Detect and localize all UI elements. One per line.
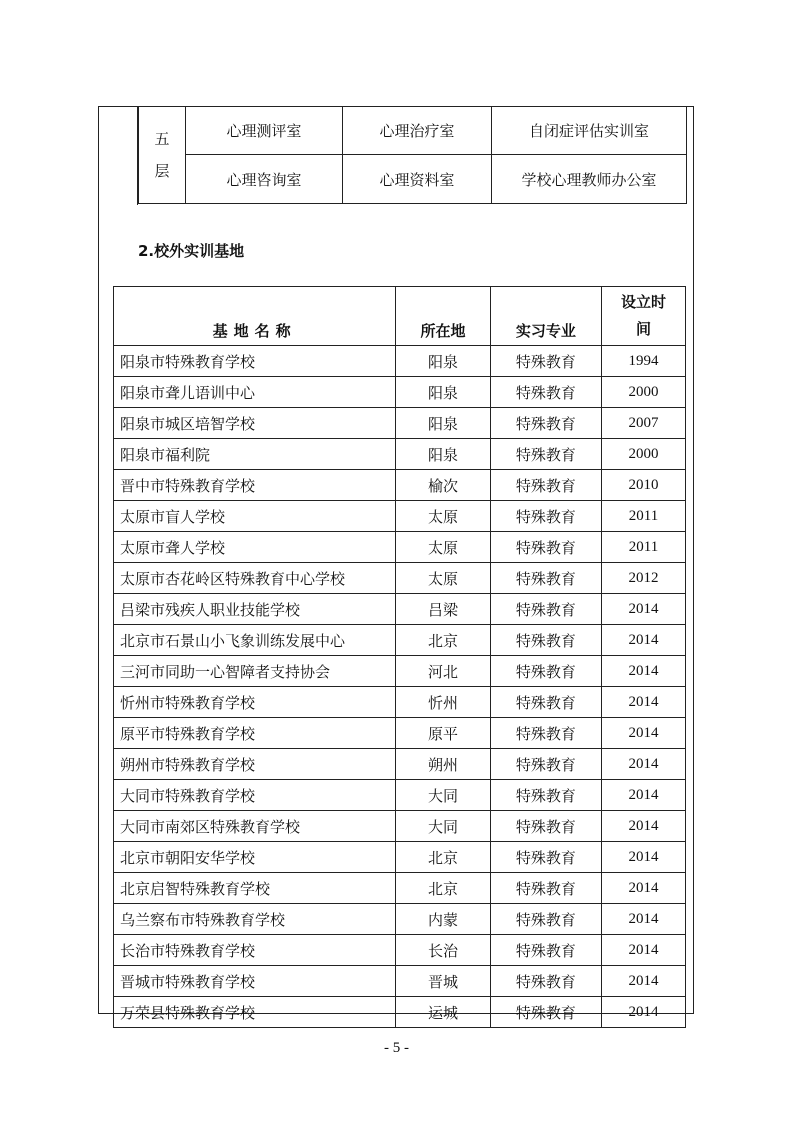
cell-year: 2011 (601, 501, 685, 532)
cell-major: 特殊教育 (490, 687, 601, 718)
cell-major: 特殊教育 (490, 501, 601, 532)
cell-major: 特殊教育 (490, 935, 601, 966)
cell-year: 2014 (601, 749, 685, 780)
table-row (114, 377, 686, 408)
cell-name: 北京市朝阳安华学校 (114, 842, 396, 873)
cell-location: 榆次 (396, 470, 491, 501)
cell-name: 三河市同助一心智障者支持协会 (114, 656, 396, 687)
room-cell: 心理治疗室 (343, 106, 492, 155)
cell-location: 运城 (396, 997, 491, 1028)
table-row (114, 408, 686, 439)
cell-major: 特殊教育 (490, 563, 601, 594)
cell-name: 阳泉市城区培智学校 (114, 408, 396, 439)
cell-location: 太原 (396, 532, 491, 563)
cell-name: 长治市特殊教育学校 (114, 935, 396, 966)
cell-location: 长治 (396, 935, 491, 966)
cell-major: 特殊教育 (490, 811, 601, 842)
header-year (601, 287, 685, 346)
cell-location: 太原 (396, 563, 491, 594)
room-cell: 心理资料室 (343, 155, 492, 204)
cell-major: 特殊教育 (490, 346, 601, 377)
cell-location: 北京 (396, 842, 491, 873)
cell-major: 特殊教育 (490, 749, 601, 780)
floor-label: 五层 (154, 129, 170, 180)
cell-year: 2000 (601, 377, 685, 408)
cell-year: 2014 (601, 687, 685, 718)
table-row (114, 439, 686, 470)
table-row (114, 656, 686, 687)
cell-location: 北京 (396, 873, 491, 904)
header-location: 所在地 (396, 287, 491, 346)
table-row (114, 749, 686, 780)
cell-location: 太原 (396, 501, 491, 532)
cell-location: 忻州 (396, 687, 491, 718)
cell-major: 特殊教育 (490, 904, 601, 935)
cell-location: 原平 (396, 718, 491, 749)
section-heading: 2.校外实训基地 (138, 242, 245, 260)
cell-year: 2010 (601, 470, 685, 501)
table-row (114, 780, 686, 811)
cell-name: 北京启智特殊教育学校 (114, 873, 396, 904)
header-year-line1: 设立时 (620, 293, 666, 311)
cell-location: 大同 (396, 780, 491, 811)
cell-year: 2014 (601, 997, 685, 1028)
cell-location: 内蒙 (396, 904, 491, 935)
room-table (138, 106, 687, 204)
cell-year: 2014 (601, 842, 685, 873)
cell-major: 特殊教育 (490, 439, 601, 470)
cell-major: 特殊教育 (490, 470, 601, 501)
left-stub-column (98, 106, 138, 205)
cell-major: 特殊教育 (490, 532, 601, 563)
table-row (114, 501, 686, 532)
table-row (114, 625, 686, 656)
table-header-row (114, 287, 686, 346)
room-cell: 心理测评室 (186, 106, 343, 155)
cell-name: 大同市特殊教育学校 (114, 780, 396, 811)
header-name: 基地名称 (114, 287, 396, 346)
cell-major: 特殊教育 (490, 625, 601, 656)
cell-year: 2014 (601, 718, 685, 749)
cell-major: 特殊教育 (490, 780, 601, 811)
cell-major: 特殊教育 (490, 377, 601, 408)
table-row (114, 718, 686, 749)
cell-major: 特殊教育 (490, 718, 601, 749)
cell-major: 特殊教育 (490, 656, 601, 687)
room-cell: 学校心理教师办公室 (492, 155, 687, 204)
cell-year: 2014 (601, 811, 685, 842)
cell-year: 1994 (601, 346, 685, 377)
table-row (114, 966, 686, 997)
cell-name: 晋中市特殊教育学校 (114, 470, 396, 501)
cell-name: 忻州市特殊教育学校 (114, 687, 396, 718)
table-row (114, 687, 686, 718)
cell-location: 阳泉 (396, 408, 491, 439)
page-number: - 5 - (384, 1040, 409, 1056)
cell-major: 特殊教育 (490, 873, 601, 904)
table-row (114, 997, 686, 1028)
cell-location: 大同 (396, 811, 491, 842)
cell-name: 阳泉市特殊教育学校 (114, 346, 396, 377)
cell-name: 太原市杏花岭区特殊教育中心学校 (114, 563, 396, 594)
cell-year: 2014 (601, 594, 685, 625)
cell-name: 原平市特殊教育学校 (114, 718, 396, 749)
cell-location: 阳泉 (396, 377, 491, 408)
cell-year: 2012 (601, 563, 685, 594)
room-cell: 自闭症评估实训室 (492, 106, 687, 155)
cell-location: 朔州 (396, 749, 491, 780)
room-cell: 心理咨询室 (186, 155, 343, 204)
table-row (114, 904, 686, 935)
table-row (114, 842, 686, 873)
cell-major: 特殊教育 (490, 594, 601, 625)
training-base-table (113, 286, 686, 1028)
table-row (114, 563, 686, 594)
cell-location: 晋城 (396, 966, 491, 997)
cell-year: 2011 (601, 532, 685, 563)
table-row (114, 532, 686, 563)
room-row (139, 106, 687, 155)
cell-name: 大同市南郊区特殊教育学校 (114, 811, 396, 842)
cell-location: 阳泉 (396, 346, 491, 377)
cell-year: 2014 (601, 935, 685, 966)
cell-location: 吕梁 (396, 594, 491, 625)
cell-name: 太原市盲人学校 (114, 501, 396, 532)
header-year-line2: 间 (635, 320, 651, 338)
table-row (114, 811, 686, 842)
cell-name: 晋城市特殊教育学校 (114, 966, 396, 997)
header-major: 实习专业 (490, 287, 601, 346)
cell-major: 特殊教育 (490, 997, 601, 1028)
floor-label-cell (139, 106, 186, 204)
cell-year: 2014 (601, 904, 685, 935)
cell-year: 2014 (601, 873, 685, 904)
cell-name: 万荣县特殊教育学校 (114, 997, 396, 1028)
cell-year: 2000 (601, 439, 685, 470)
cell-name: 太原市聋人学校 (114, 532, 396, 563)
room-row (139, 155, 687, 204)
table-row (114, 346, 686, 377)
cell-major: 特殊教育 (490, 408, 601, 439)
cell-name: 吕梁市残疾人职业技能学校 (114, 594, 396, 625)
table-row (114, 470, 686, 501)
cell-location: 北京 (396, 625, 491, 656)
table-row (114, 873, 686, 904)
cell-name: 乌兰察布市特殊教育学校 (114, 904, 396, 935)
cell-major: 特殊教育 (490, 842, 601, 873)
cell-name: 朔州市特殊教育学校 (114, 749, 396, 780)
cell-year: 2014 (601, 966, 685, 997)
cell-location: 阳泉 (396, 439, 491, 470)
table-row (114, 594, 686, 625)
cell-year: 2014 (601, 625, 685, 656)
cell-name: 阳泉市福利院 (114, 439, 396, 470)
cell-name: 北京市石景山小飞象训练发展中心 (114, 625, 396, 656)
cell-location: 河北 (396, 656, 491, 687)
cell-major: 特殊教育 (490, 966, 601, 997)
table-row (114, 935, 686, 966)
cell-year: 2014 (601, 656, 685, 687)
cell-year: 2007 (601, 408, 685, 439)
cell-name: 阳泉市聋儿语训中心 (114, 377, 396, 408)
cell-year: 2014 (601, 780, 685, 811)
